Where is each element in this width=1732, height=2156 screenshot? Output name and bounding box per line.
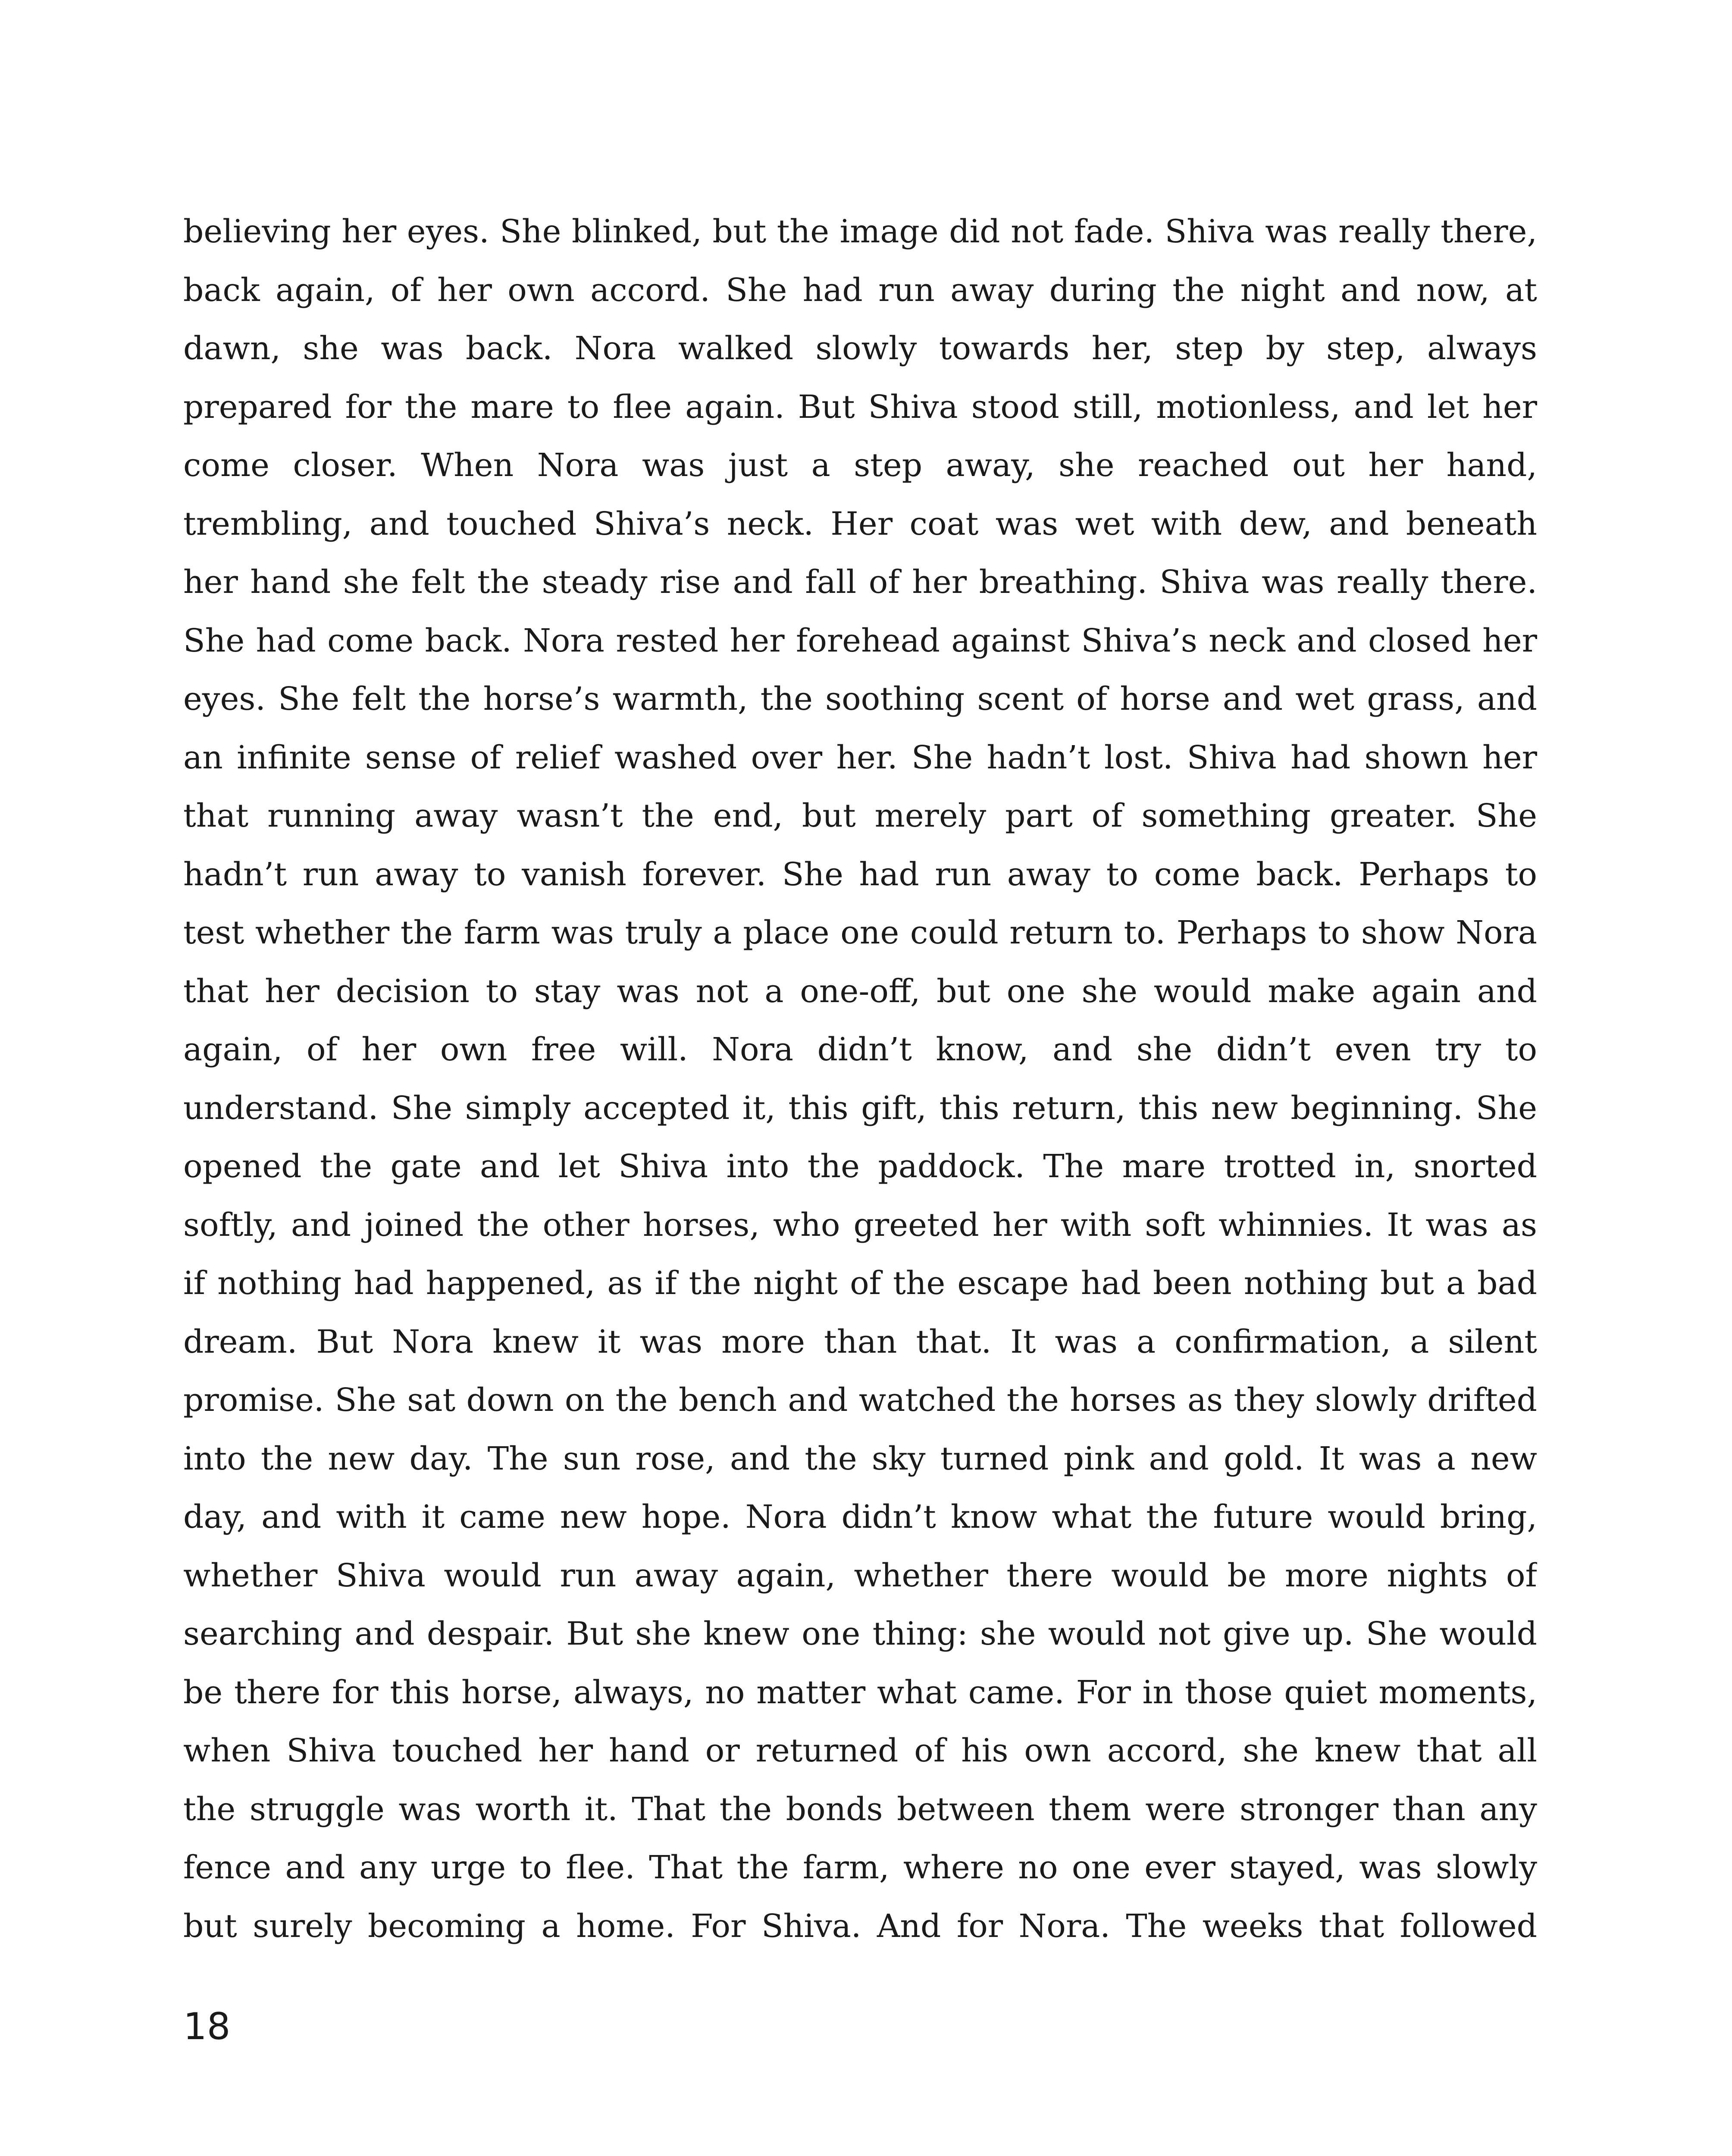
text-line-29: fence and any urge to flee. That the farm, where no one ever stayed, was slowly bbox=[183, 1849, 1537, 1886]
text-line-18: softly, and joined the other horses, who greeted her with soft whinnies. It was as bbox=[183, 1206, 1537, 1244]
text-line-10: an infinite sense of relief washed over her. She hadn’t lost. Shiva had shown her bbox=[183, 739, 1537, 776]
text-line-12: hadn’t run away to vanish forever. She had run away to come back. Perhaps to bbox=[183, 856, 1537, 893]
text-line-2: back again, of her own accord. She had run away during the night and now, at bbox=[183, 271, 1537, 309]
text-line-9: eyes. She felt the horse’s warmth, the soothing scent of horse and wet grass, and bbox=[183, 680, 1537, 718]
text-line-14: that her decision to stay was not a one-off, but one she would make again and bbox=[183, 972, 1537, 1010]
text-line-28: the struggle was worth it. That the bonds between them were stronger than any bbox=[183, 1790, 1537, 1828]
text-line-19: if nothing had happened, as if the night of the escape had been nothing but a bad bbox=[183, 1265, 1537, 1302]
text-line-1: believing her eyes. She blinked, but the image did not fade. Shiva was really there, bbox=[183, 213, 1537, 250]
text-line-11: that running away wasn’t the end, but merely part of something greater. She bbox=[183, 797, 1537, 834]
text-line-24: whether Shiva would run away again, whether there would be more nights of bbox=[183, 1557, 1537, 1594]
text-line-7: her hand she felt the steady rise and fall of her breathing. Shiva was really there. bbox=[183, 564, 1537, 601]
text-line-3: dawn, she was back. Nora walked slowly towards her, step by step, always bbox=[183, 330, 1537, 367]
text-line-27: when Shiva touched her hand or returned of his own accord, she knew that all bbox=[183, 1732, 1537, 1769]
text-line-15: again, of her own free will. Nora didn’t know, and she didn’t even try to bbox=[183, 1031, 1537, 1068]
text-line-25: searching and despair. But she knew one thing: she would not give up. She would bbox=[183, 1615, 1537, 1652]
text-line-17: opened the gate and let Shiva into the paddock. The mare trotted in, snorted bbox=[183, 1148, 1537, 1185]
text-line-30: but surely becoming a home. For Shiva. And for Nora. The weeks that followed bbox=[183, 1907, 1537, 1945]
text-line-8: She had come back. Nora rested her forehead against Shiva’s neck and closed her bbox=[183, 622, 1537, 659]
text-line-26: be there for this horse, always, no matter what came. For in those quiet moments, bbox=[183, 1673, 1537, 1711]
text-line-21: promise. She sat down on the bench and watched the horses as they slowly drifted bbox=[183, 1382, 1537, 1419]
text-line-4: prepared for the mare to flee again. But Shiva stood still, motionless, and let her bbox=[183, 388, 1537, 426]
body-text bbox=[183, 203, 1537, 1955]
text-line-20: dream. But Nora knew it was more than that. It was a confirmation, a silent bbox=[183, 1323, 1537, 1360]
text-line-13: test whether the farm was truly a place one could return to. Perhaps to show Nora bbox=[183, 914, 1537, 951]
text-line-22: into the new day. The sun rose, and the sky turned pink and gold. It was a new bbox=[183, 1440, 1537, 1477]
page-number: 18 bbox=[183, 2005, 231, 2048]
text-line-5: come closer. When Nora was just a step away, she reached out her hand, bbox=[183, 447, 1537, 484]
text-line-6: trembling, and touched Shiva’s neck. Her coat was wet with dew, and beneath bbox=[183, 505, 1537, 542]
text-line-16: understand. She simply accepted it, this gift, this return, this new beginning. She bbox=[183, 1089, 1537, 1127]
text-line-23: day, and with it came new hope. Nora didn’t know what the future would bring, bbox=[183, 1498, 1537, 1536]
